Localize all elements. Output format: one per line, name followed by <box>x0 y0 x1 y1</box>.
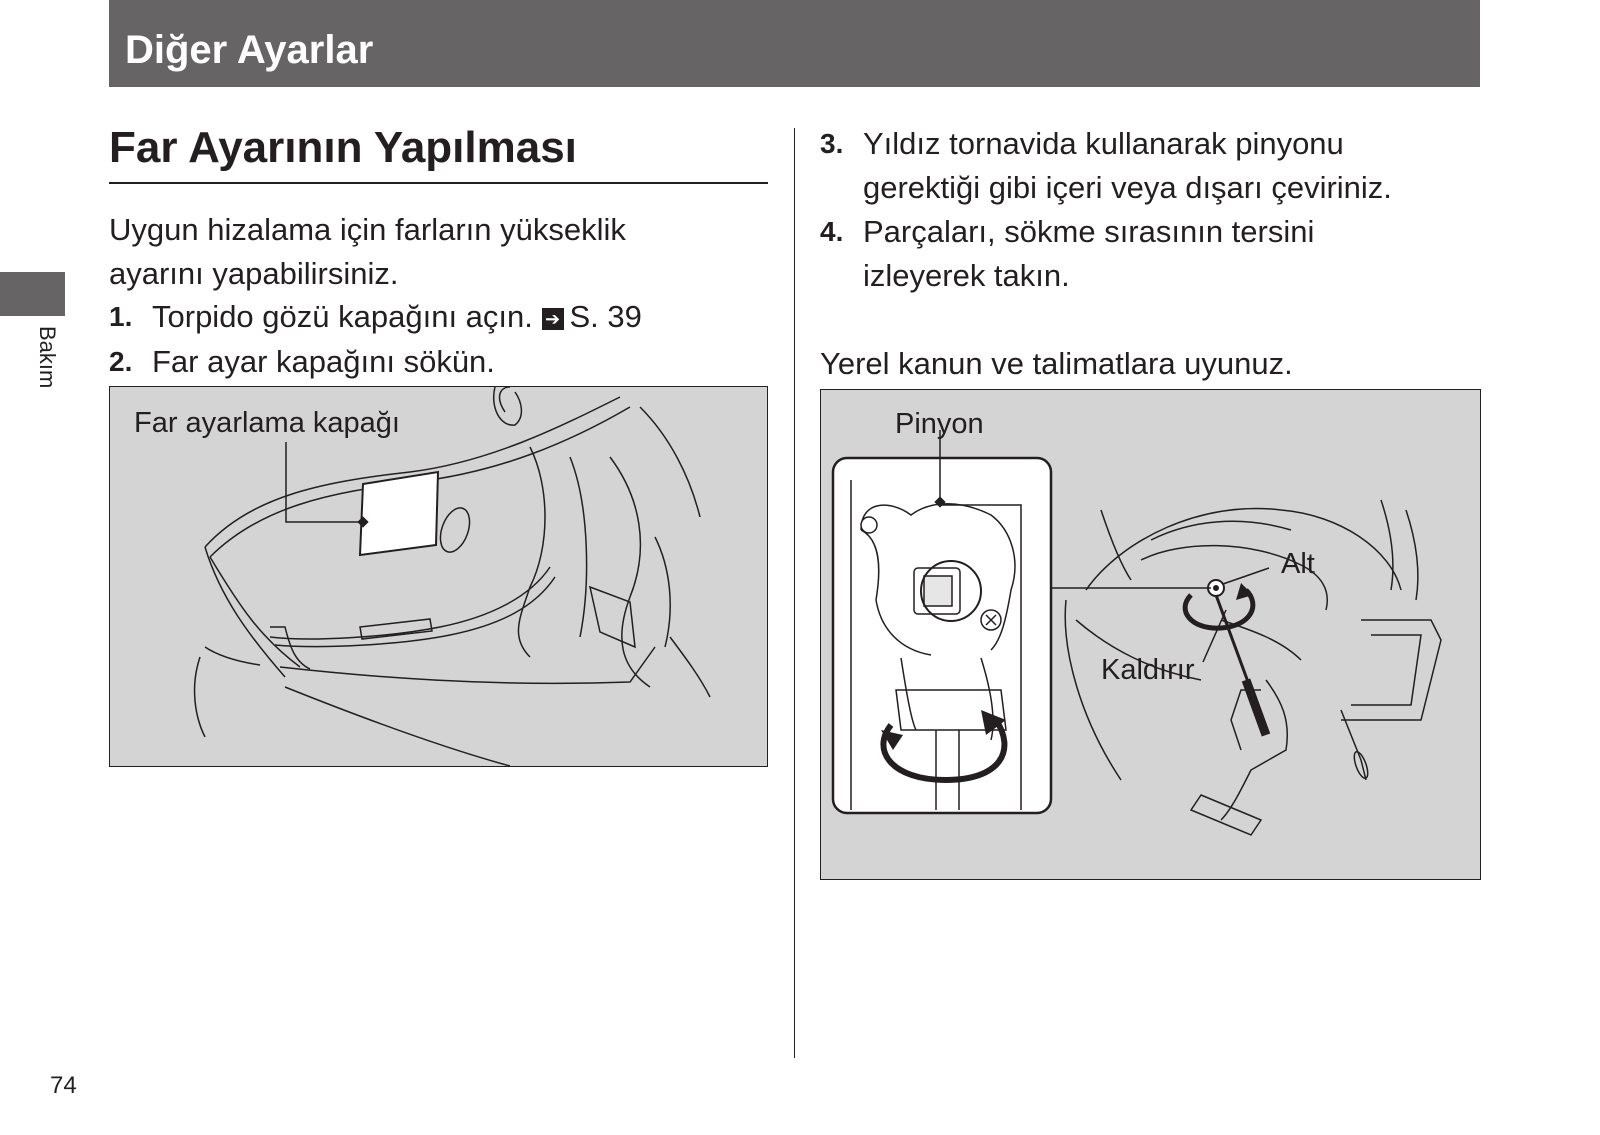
step-1-text: Torpido gözü kapağını açın. <box>152 299 533 334</box>
side-tab-label: Bakım <box>35 326 60 389</box>
figure-pinion-adjustment <box>820 389 1481 880</box>
step-2-text: Far ayar kapağını sökün. <box>152 344 495 379</box>
column-divider <box>794 128 795 1058</box>
intro-line-1: Uygun hizalama için farların yükseklik <box>109 212 626 247</box>
header-title: Diğer Ayarlar <box>125 28 374 72</box>
label-up: Kaldırır <box>1101 654 1195 686</box>
section-title: Far Ayarının Yapılması <box>109 123 577 172</box>
step-3-line-2: gerektiği gibi içeri veya dışarı çeviriniz. <box>863 170 1392 205</box>
figure-1-illustration <box>110 387 767 766</box>
figure-2-illustration <box>821 390 1480 879</box>
step-4-line-2: izleyerek takın. <box>863 258 1070 293</box>
header-bar <box>109 0 1480 87</box>
label-headlight-cover: Far ayarlama kapağı <box>134 407 400 439</box>
step-4 <box>820 210 1480 298</box>
side-tab <box>0 272 65 316</box>
step-1 <box>109 295 759 339</box>
step-1-number: 1. <box>109 301 133 332</box>
step-1-ref[interactable]: S. 39 <box>569 299 642 334</box>
step-2 <box>109 340 759 384</box>
page-number: 74 <box>50 1072 77 1099</box>
arrow-reference-icon: ➔ <box>542 308 564 330</box>
step-2-number: 2. <box>109 346 133 377</box>
label-down: Alt <box>1281 548 1315 580</box>
step-3-number: 3. <box>820 128 844 159</box>
figure-headlight-cover <box>109 386 768 767</box>
label-pinion: Pinyon <box>895 408 984 440</box>
note-text: Yerel kanun ve talimatlara uyunuz. <box>820 346 1293 381</box>
title-rule <box>109 182 768 184</box>
step-3-line-1: Yıldız tornavida kullanarak pinyonu <box>863 126 1344 161</box>
intro-line-2: ayarını yapabilirsiniz. <box>109 256 399 291</box>
step-3 <box>820 122 1480 210</box>
step-4-line-1: Parçaları, sökme sırasının tersini <box>863 214 1315 249</box>
step-4-number: 4. <box>820 216 844 247</box>
